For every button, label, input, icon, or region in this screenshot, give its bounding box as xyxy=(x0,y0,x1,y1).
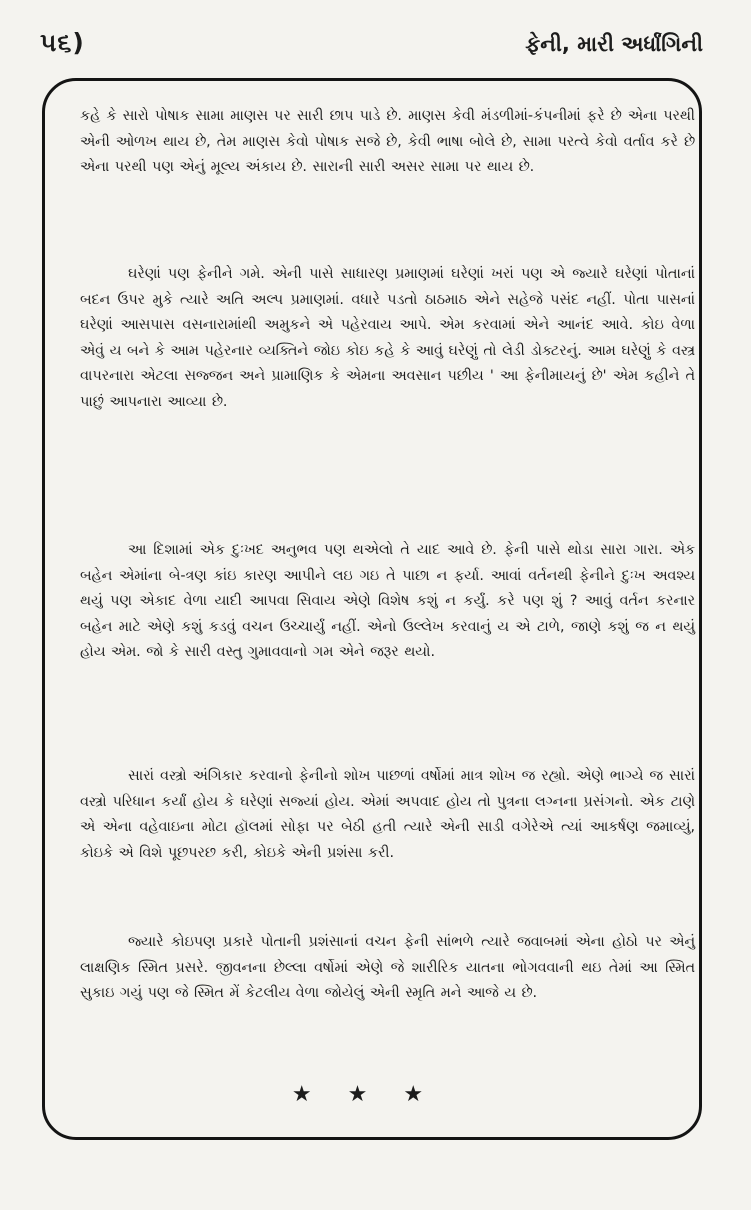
section-end-ornament: ★★★ xyxy=(291,1082,460,1107)
page-number: ૫૬) xyxy=(40,28,85,57)
paragraph-3: આ દિશામાં એક દુઃખદ અનુભવ પણ થએલો તે યાદ આવે છે. ફેની પાસે થોડા સારા ગારા. એક બહેન એમાંના બે-ત્રણ કાંઇ કારણ આપીને લઇ ગઇ તે પાછા ન ફર્યા. આવાં વર્તનથી ફેનીને દુઃખ અવશ્ય થયું પણ એકાદ વેળા યાદી આપવા સિવાય એણે વિશેષ કશું ન કર્યું. કરે પણ શું ? આવું વર્તન કરનાર બહેન માટે એણે કશું કડવું વચન ઉચ્ચાર્યું નહીં. એનો ઉલ્લેખ કરવાનું ય એ ટાળે, જાણે કશું જ ન થયું હોય એમ. જો કે સારી વસ્તુ ગુમાવવાનો ગમ એને જરૂર થયો. xyxy=(80,542,695,660)
running-title: ફેની, મારી અર્ધાંગિની xyxy=(525,32,703,56)
paragraph-4: સારાં વસ્ત્રો અંગિકાર કરવાનો ફેનીનો શોખ પાછળાં વર્ષોમાં માત્ર શોખ જ રહ્યો. એણે ભાગ્યે જ સારાં વસ્ત્રો પરિધાન કર્યાં હોય કે ઘરેણાં સજ્યાં હોય. એમાં અપવાદ હોય તો પુત્રના લગ્નના પ્રસંગનો. એક ટાણે એ એના વહેવાઇના મોટા હૉલમાં સોફા પર બેઠી હતી ત્યારે એની સાડી વગેરેએ ત્યાં આકર્ષણ જમાવ્યું, કોઇકે એ વિશે પૂછપરછ કરી, કોઇકે એની પ્રશંસા કરી. xyxy=(80,768,695,861)
paragraph-1: કહે કે સારો પોષાક સામા માણસ પર સારી છાપ પાડે છે. માણસ કેવી મંડળીમાં-કંપનીમાં ફરે છે એના પરથી એની ઓળખ થાય છે, તેમ માણસ કેવો પોષાક સજે છે, કેવી ભાષા બોલે છે, સામા પરત્વે કેવો વર્તાવ કરે છે એના પરથી પણ એનું મૂલ્ય અંકાય છે. સારાની સારી અસર સામા પર થાય છે. xyxy=(80,108,695,175)
paragraph-5: જ્યારે કોઇપણ પ્રકારે પોતાની પ્રશંસાનાં વચન ફેની સાંભળે ત્યારે જવાબમાં એના હોઠો પર એનું લાક્ષણિક સ્મિત પ્રસરે. જીવનના છેલ્લા વર્ષોમાં એણે જે શારીરિક યાતના ભોગવવાની થઇ તેમાં આ સ્મિત સુકાઇ ગયું પણ જે સ્મિત મેં કેટલીય વેળા જોયેલું એની સ્મૃતિ મને આજે ય છે. xyxy=(80,934,695,1001)
paragraph-2: ઘરેણાં પણ ફેનીને ગમે. એની પાસે સાધારણ પ્રમાણમાં ઘરેણાં ખરાં પણ એ જ્યારે ઘરેણાં પોતાનાં બદન ઉપર મુકે ત્યારે અતિ અલ્પ પ્રમાણમાં. વધારે પડતો ઠાઠમાઠ એને સહેજે પસંદ નહીં. પોતા પાસનાં ઘરેણાં આસપાસ વસનારામાંથી અમુકને એ પહેરવાય આપે. એમ કરવામાં એને આનંદ આવે. કોઇ વેળા એવું ય બને કે આમ પહેરનાર વ્યક્તિને જોઇ કોઇ કહે કે આવું ઘરેણું તો લેડી ડોક્ટરનું. આમ ઘરેણું કે વસ્ત્ર વાપરનારા એટલા સજ્જન અને પ્રામાણિક કે એમના અવસાન પછીય ' આ ફેનીમાયનું છે' એમ કહીને તે પાછું આપનારા આવ્યા છે. xyxy=(80,266,695,410)
